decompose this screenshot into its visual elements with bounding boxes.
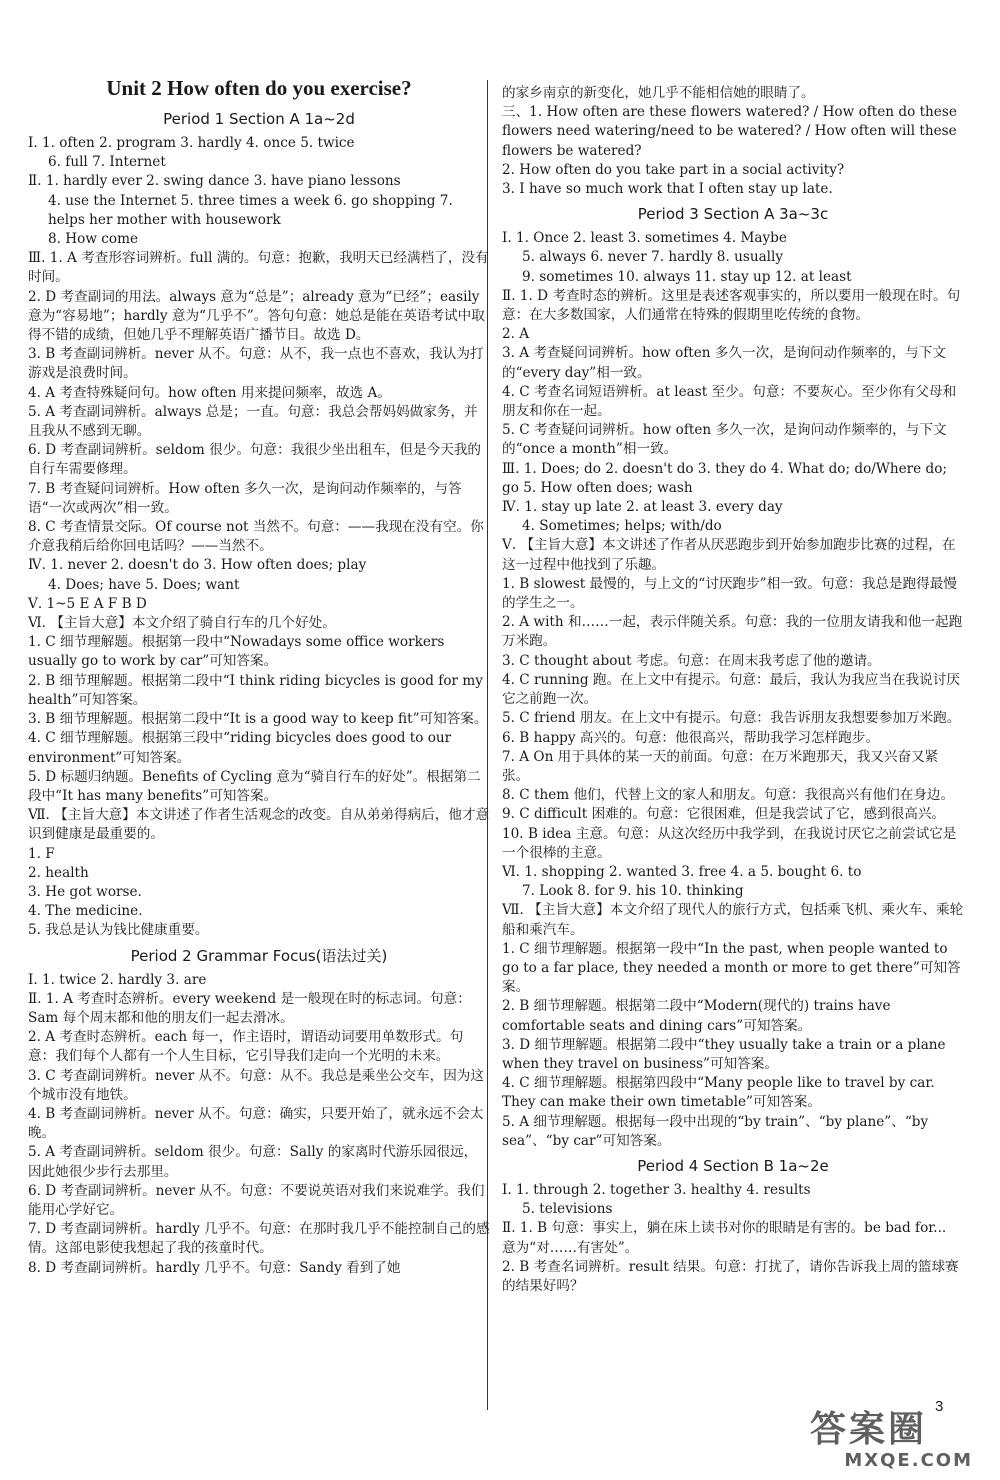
answer-line: Ⅰ. 1. through 2. together 3. healthy 4. results: [502, 1181, 811, 1198]
answer-line: 4. B 考查副词辨析。never 从不。句意：确实，只要开始了，就永远不会太晚。: [28, 1105, 484, 1142]
answer-line: 4. C 细节理解题。根据第四段中“Many people like to travel by car. They can make their own timetable”可知答案。: [502, 1075, 935, 1111]
page-number: 3: [935, 1398, 944, 1415]
answer-line: 3. He got worse.: [28, 883, 142, 900]
answer-line: 5. televisions: [522, 1201, 613, 1218]
answer-line: 5. 我总是认为钱比健康重要。: [28, 922, 209, 939]
answer-line: 8. C them 他们，代替上文的家人和朋友。句意：我很高兴有他们在身边。: [502, 787, 955, 804]
watermark-text: 答案圈: [810, 1409, 928, 1450]
answer-line: 1. C 细节理解题。根据第一段中“In the past, when people wanted to go to a far place, they needed a month or more to get there”可知答案。: [502, 940, 961, 996]
answer-line: 2. A: [502, 326, 530, 343]
answer-line: 5. D 标题归纳题。Benefits of Cycling 意为“骑自行车的好处”。根据第二段中“It has many benefits”可知答案。: [28, 768, 481, 804]
watermark-url: MXQE.COM: [844, 1450, 973, 1471]
answer-line: Ⅴ. 【主旨大意】本文讲述了作者从厌恶跑步到开始参加跑步比赛的过程，在这一过程中他找到了乐趣。: [502, 537, 956, 573]
answer-line: Ⅲ. 1. Does; do 2. doesn't do 3. they do 4. What do; do/Where do; go 5. How often does; wash: [502, 460, 947, 496]
answer-line: 1. B slowest 最慢的，与上文的“讨厌跑步”相一致。句意：我总是跑得最慢的学生之一。: [502, 575, 957, 612]
left-column: [28, 74, 490, 1278]
answer-line: 10. B idea 主意。句意：从这次经历中我学到，在我说讨厌它之前尝试它是一个很棒的主意。: [502, 825, 957, 861]
answer-line: 5. A 考查副词辨析。seldom 很少。句意：Sally 的家离时代游乐园很远，因此她很少步行去那里。: [28, 1144, 478, 1180]
answer-line: Ⅳ. 1. stay up late 2. at least 3. every day: [502, 499, 783, 516]
answer-line: 9. C difficult 困难的。句意：它很困难，但是我尝试了它，感到很高兴。: [502, 806, 946, 823]
answer-line: 8. How come: [48, 231, 139, 248]
answer-line: 2. A with 和……一起，表示伴随关系。句意：我的一位朋友请我和他一起跑万米跑。: [502, 614, 963, 650]
answer-line: 6. D 考查副词辨析。never 从不。句意：不要说英语对我们来说难学。我们能用心学好它。: [28, 1182, 485, 1218]
answer-line: Ⅵ. 【主旨大意】本文介绍了骑自行车的几个好处。: [28, 615, 336, 632]
answer-line: 2. B 细节理解题。根据第二段中“Modern(现代的) trains have comfortable seats and dining cars”可知答案。: [502, 998, 891, 1034]
answer-line: 4. The medicine.: [28, 903, 143, 920]
answer-line: 6. full 7. Internet: [48, 154, 166, 171]
answer-line: 3. I have so much work that I often stay up late.: [502, 181, 833, 198]
answer-line: 8. C 考查情景交际。Of course not 当然不。句意：——我现在没有空。你介意我稍后给你回电话吗？——当然不。: [28, 519, 484, 555]
answer-line: Ⅰ. 1. Once 2. least 3. sometimes 4. Maybe: [502, 230, 787, 247]
answer-line: Ⅱ. 1. B 句意：事实上，躺在床上读书对你的眼睛是有害的。be bad for... 意为“对……有害处”。: [502, 1220, 947, 1256]
answer-line: Ⅶ. 【主旨大意】本文讲述了作者生活观念的改变。自从弟弟得病后，他才意识到健康是最重要的。: [28, 807, 490, 843]
answer-line: 7. D 考查副词辨析。hardly 几乎不。句意：在那时我几乎不能控制自己的感情。这部电影使我想起了我的孩童时代。: [28, 1221, 490, 1257]
answer-line: 1. C 细节理解题。根据第一段中“Nowadays some office workers usually go to work by car”可知答案。: [28, 634, 445, 670]
answer-line: 3. B 考查副词辨析。never 从不。句意：从不，我一点也不喜欢，我认为打游戏是浪费时间。: [28, 346, 484, 382]
answer-line: Ⅲ. 1. A 考查形容词辨析。full 满的。句意：抱歉，我明天已经满档了，没有时间。: [28, 250, 489, 286]
answer-line: 4. Sometimes; helps; with/do: [522, 518, 722, 535]
answer-line: 2. B 细节理解题。根据第二段中“I think riding bicycles is good for my health”可知答案。: [28, 672, 483, 708]
answer-line: 的家乡南京的新变化，她几乎不能相信她的眼睛了。: [502, 85, 815, 101]
answer-line: 5. A 考查副词辨析。always 总是；一直。句意：我总会帮妈妈做家务，并且我从不感到无聊。: [28, 403, 478, 440]
answer-line: 7. B 考查疑问词辨析。How often 多久一次，是询问动作频率的，与答语“一次或两次”相一致。: [28, 480, 462, 516]
answer-line: Ⅳ. 1. never 2. doesn't do 3. How often does; play: [28, 557, 367, 574]
answer-line: 2. How often do you take part in a social activity?: [502, 161, 845, 178]
answer-line: 5. always 6. never 7. hardly 8. usually: [522, 249, 784, 266]
answer-line: 3. A 考查疑问词辨析。how often 多久一次，是询问动作频率的，与下文的“every day”相一致。: [502, 345, 946, 381]
answer-line: 2. A 考查时态辨析。each 每一，作主语时，谓语动词要用单数形式。句意：我们每个人都有一个人生目标，它引导我们走向一个光明的未来。: [28, 1029, 464, 1065]
period-heading: Period 1 Section A 1a~2d: [163, 110, 355, 128]
answer-line: 1. F: [28, 845, 55, 862]
answer-line: 4. use the Internet 5. three times a week 6. go shopping 7. helps her mother with housework: [48, 192, 453, 228]
period-heading: Period 4 Section B 1a~2e: [637, 1156, 829, 1175]
answer-line: Ⅱ. 1. D 考查时态的辨析。这里是表述客观事实的，所以要用一般现在时。句意：在大多数国家，人们通常在特殊的假期里吃传统的食物。: [502, 287, 961, 324]
answer-line: 三、1. How often are these flowers watered? / How often do these flowers need watering/need to be watered? / How often will these flowers be watered?: [502, 104, 957, 159]
answer-line: 9. sometimes 10. always 11. stay up 12. at least: [522, 268, 852, 285]
answer-line: 3. D 细节理解题。根据第二段中“they usually take a train or a plane when they travel on business”可知答案。: [502, 1036, 946, 1072]
answer-line: 6. B happy 高兴的。句意：他很高兴，帮助我学习怎样跑步。: [502, 729, 879, 746]
answer-line: Ⅱ. 1. A 考查时态辨析。every weekend 是一般现在时的标志词。句意：Sam 每个周末都和他的朋友们一起去滑冰。: [28, 990, 471, 1026]
answer-line: 2. D 考查副词的用法。always 意为“总是”；already 意为“已经”；easily 意为“容易地”；hardly 意为“几乎不”。答句句意：她总是能在英语考试中取得不错的成绩，但她几乎不理解英语广播节目。故选 D。: [28, 288, 485, 344]
watermark-logo: [810, 1410, 985, 1476]
answer-line: 5. A 细节理解题。根据每一段中出现的“by train”、“by plane”、“by sea”、“by car”可知答案。: [502, 1113, 929, 1149]
answer-line: 2. health: [28, 864, 89, 881]
answer-line: 4. Does; have 5. Does; want: [48, 576, 240, 593]
answer-line: 8. D 考查副词辨析。hardly 几乎不。句意：Sandy 看到了她: [28, 1259, 401, 1276]
answer-line: Ⅶ. 【主旨大意】本文介绍了现代人的旅行方式，包括乘飞机、乘火车、乘轮船和乘汽车。: [502, 902, 964, 938]
right-column: [502, 84, 964, 1296]
unit-title: Unit 2 How often do you exercise?: [106, 76, 412, 100]
period-heading: Period 3 Section A 3a~3c: [637, 205, 829, 224]
answer-line: 3. B 细节理解题。根据第二段中“It is a good way to keep fit”可知答案。: [28, 711, 488, 728]
answer-line: 7. A On 用于具体的某一天的前面。句意：在万米跑那天，我又兴奋又紧张。: [502, 748, 939, 784]
answer-line: 4. C running 跑。在上文中有提示。句意：最后，我认为我应当在我说讨厌它之前跑一次。: [502, 671, 960, 708]
answer-line: 6. D 考查副词辨析。seldom 很少。句意：我很少坐出租车，但是今天我的自行车需要修理。: [28, 442, 482, 478]
answer-line: 4. A 考查特殊疑问句。how often 用来提问频率，故选 A。: [28, 384, 391, 401]
answer-line: 2. B 考查名词辨析。result 结果。句意：打扰了，请你告诉我上周的篮球赛的结果好吗？: [502, 1258, 959, 1294]
answer-line: 7. Look 8. for 9. his 10. thinking: [522, 883, 744, 900]
answer-line: 4. C 考查名词短语辨析。at least 至少。句意：不要灰心。至少你有父母和朋友和你在一起。: [502, 383, 957, 420]
answer-line: 3. C 考查副词辨析。never 从不。句意：从不。我总是乘坐公交车，因为这个城市没有地铁。: [28, 1067, 484, 1103]
answer-line: 5. C friend 朋友。在上文中有提示。句意：我告诉朋友我想要参加万米跑。: [502, 710, 961, 727]
answer-line: Ⅴ. 1~5 E A F B D: [28, 595, 147, 612]
answer-line: Ⅱ. 1. hardly ever 2. swing dance 3. have piano lessons: [28, 173, 401, 190]
answer-line: 4. C 细节理解题。根据第三段中“riding bicycles does good to our environment”可知答案。: [28, 730, 452, 766]
answer-line: Ⅵ. 1. shopping 2. wanted 3. free 4. a 5. bought 6. to: [502, 863, 862, 880]
answer-line: 5. C 考查疑问词辨析。how often 多久一次，是询问动作频率的，与下文的“once a month”相一致。: [502, 422, 947, 458]
answer-line: Ⅰ. 1. twice 2. hardly 3. are: [28, 971, 207, 988]
answer-line: 3. C thought about 考虑。句意：在周末我考虑了他的邀请。: [502, 652, 881, 669]
period-heading: Period 2 Grammar Focus(语法过关): [130, 946, 388, 965]
answer-line: Ⅰ. 1. often 2. program 3. hardly 4. once 5. twice: [28, 135, 355, 151]
